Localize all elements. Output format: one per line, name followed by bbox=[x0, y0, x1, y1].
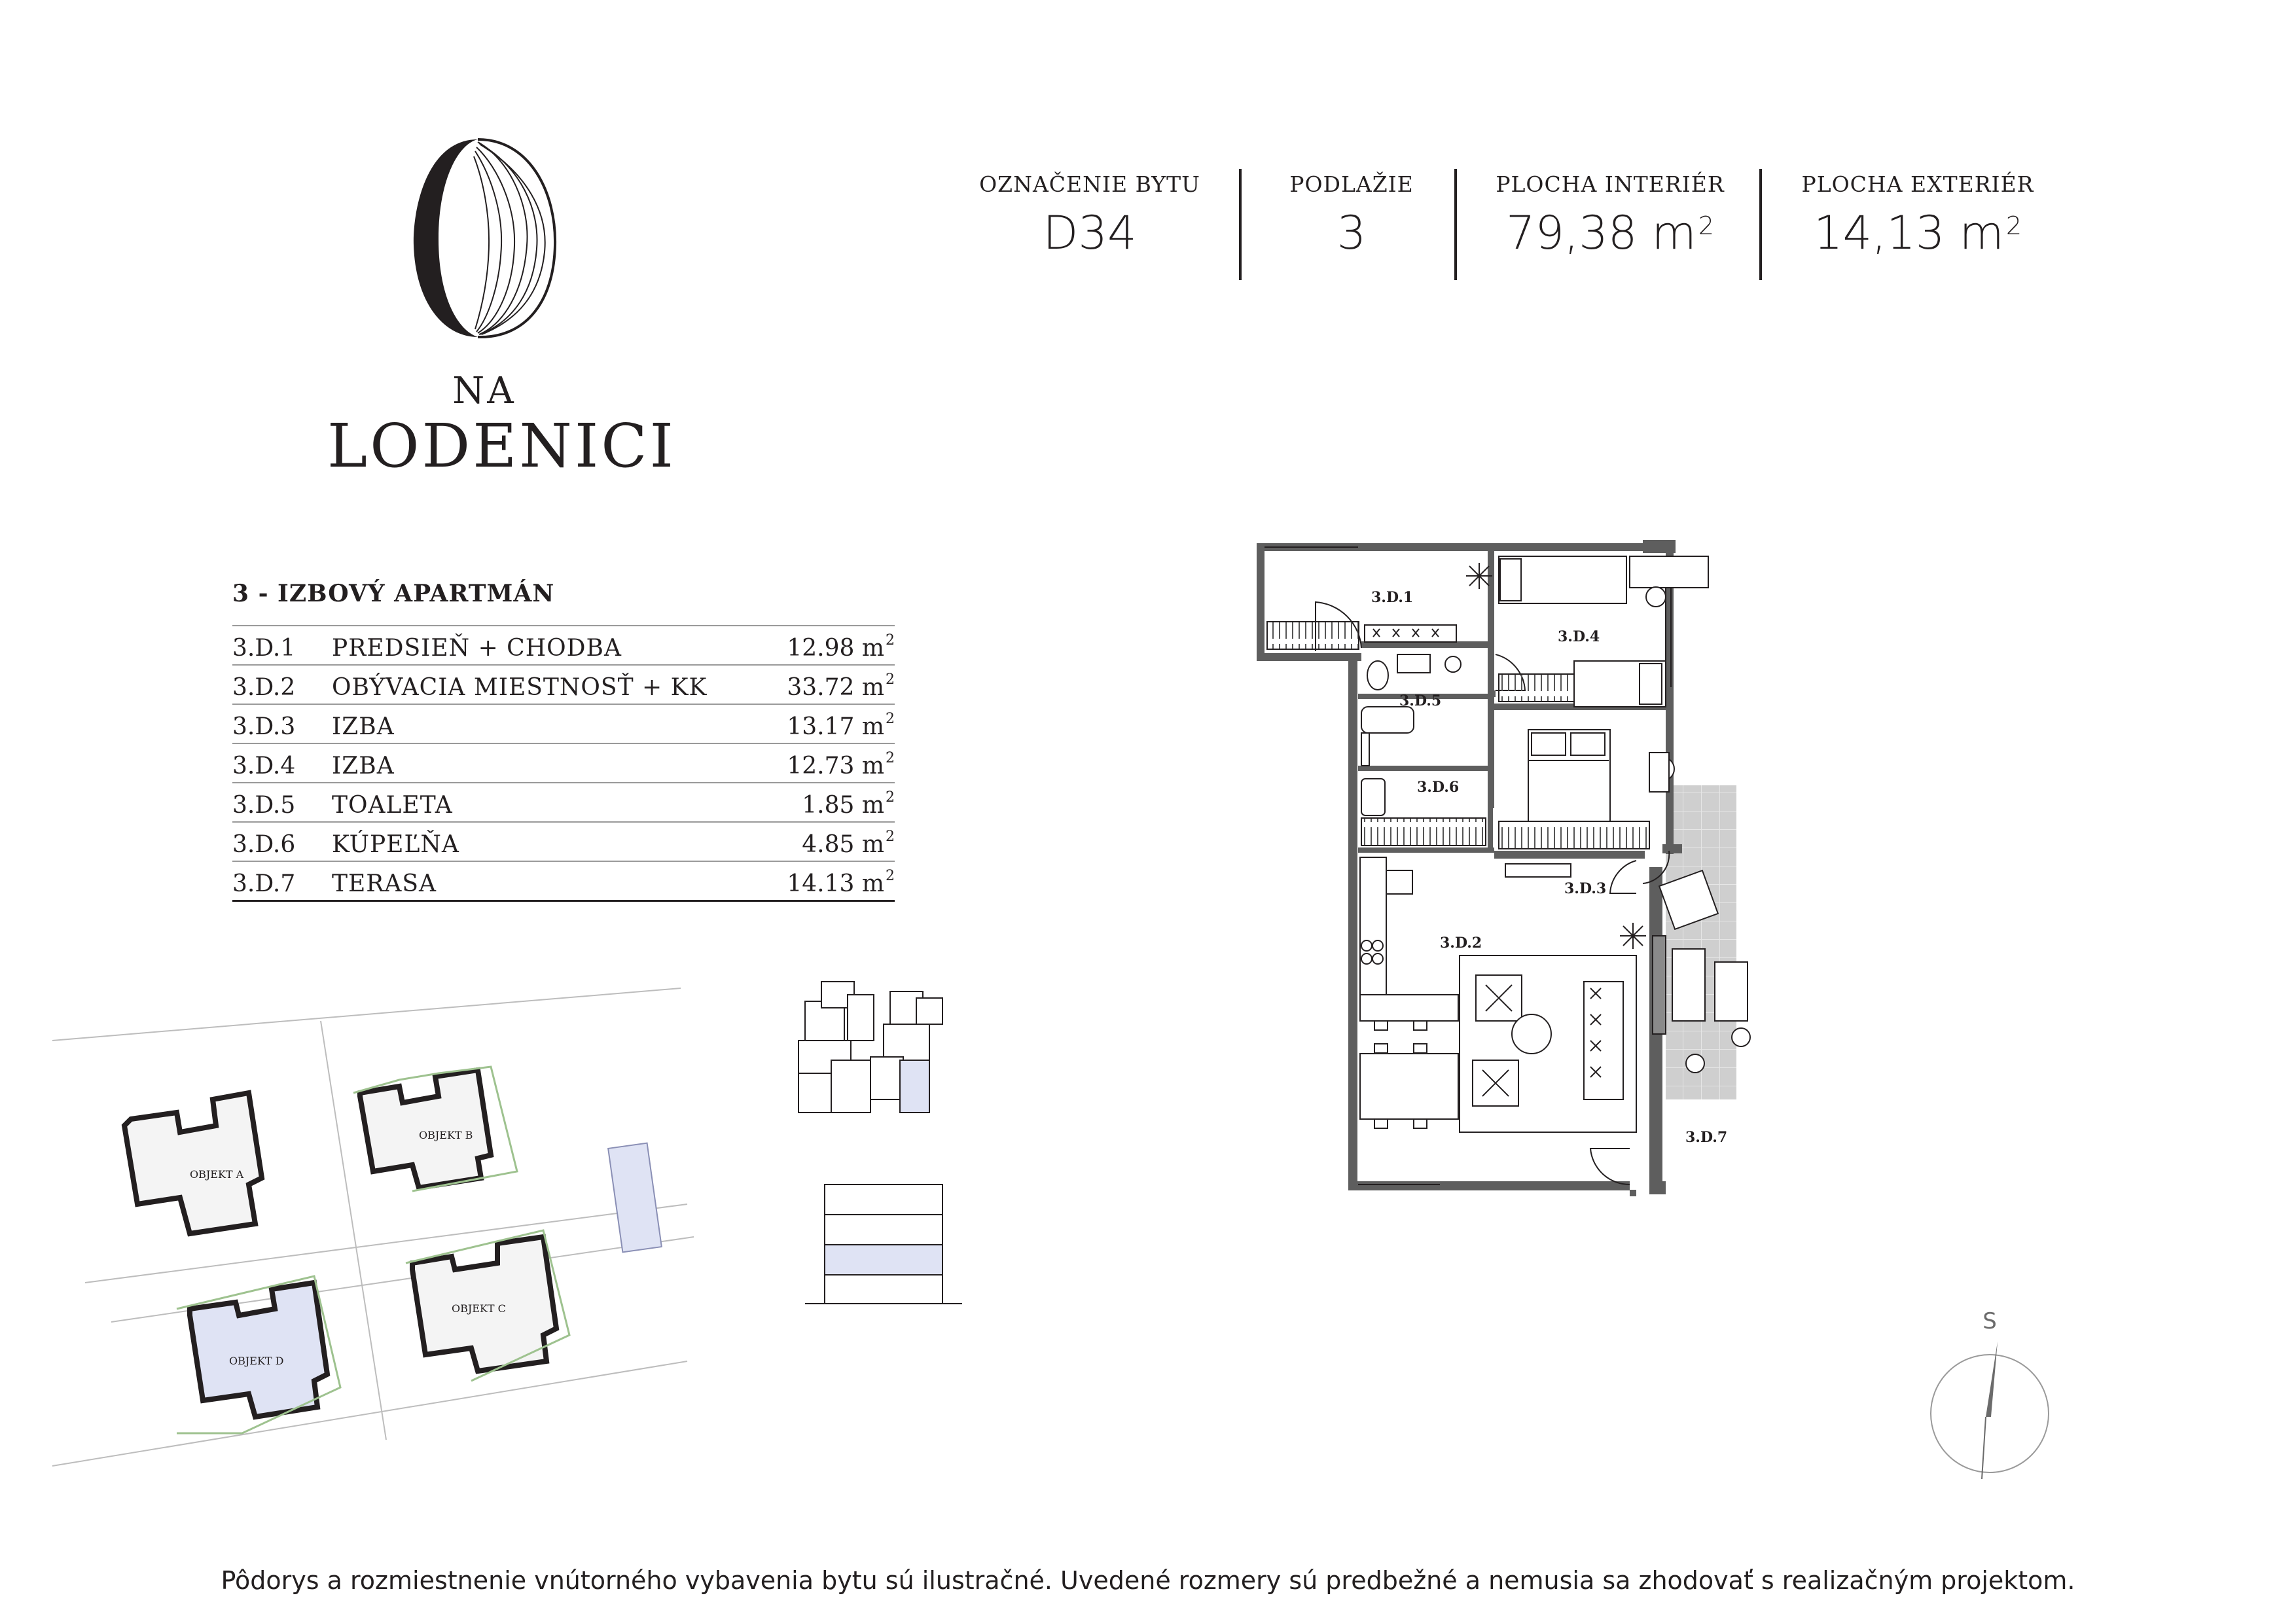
stat-value: 79,38 $m^2$ bbox=[1505, 206, 1715, 260]
compass bbox=[1918, 1302, 2062, 1486]
stat-value: 14,13 $m^2$ bbox=[1813, 206, 2022, 260]
room-area: 33.72 $m^2$ bbox=[787, 671, 895, 701]
label-3d2: 3.D.2 bbox=[1440, 935, 1482, 952]
divider bbox=[1239, 169, 1242, 280]
label-3d6: 3.D.6 bbox=[1417, 779, 1460, 796]
stat-label: OZNAČENIE BYTU bbox=[979, 171, 1200, 197]
compass-needle-icon bbox=[1986, 1342, 1998, 1417]
objekt-c-label: OBJEKT C bbox=[452, 1302, 506, 1315]
stat-label: PODLAŽIE bbox=[1289, 171, 1414, 197]
terrace-area-upper bbox=[1679, 785, 1736, 851]
room-code: 3.D.4 bbox=[232, 753, 296, 779]
stat-label: PLOCHA INTERIÉR bbox=[1496, 171, 1725, 197]
room-name: OBÝVACIA MIESTNOSŤ + KK bbox=[332, 674, 708, 701]
objekt-b-label: OBJEKT B bbox=[419, 1129, 473, 1141]
key-plan bbox=[785, 975, 982, 1315]
building-objekt-b bbox=[353, 1067, 517, 1191]
label-3d4: 3.D.4 bbox=[1558, 628, 1600, 645]
room-code: 3.D.5 bbox=[232, 792, 296, 819]
table-row bbox=[232, 625, 895, 664]
divider bbox=[1454, 169, 1457, 280]
brand-prefix: NA bbox=[452, 370, 516, 412]
room-area: 14.13 $m^2$ bbox=[787, 868, 895, 897]
room-area: 1.85 $m^2$ bbox=[802, 789, 895, 819]
table-row bbox=[232, 861, 895, 902]
kitchen bbox=[1360, 857, 1458, 1128]
table-row bbox=[232, 704, 895, 743]
room-area: 13.17 $m^2$ bbox=[787, 711, 895, 740]
divider bbox=[1759, 169, 1762, 280]
table-row bbox=[232, 821, 895, 861]
disclaimer: Pôdorys a rozmiestnenie vnútorného vybavenia bytu sú ilustračné. Uvedené rozmery sú predbežné a nemusia sa zhodovať s realizačným projektom. bbox=[221, 1566, 2075, 1595]
room-table bbox=[232, 625, 895, 902]
room-name: IZBA bbox=[332, 753, 395, 779]
label-3d3: 3.D.3 bbox=[1564, 880, 1607, 897]
living-furniture bbox=[1460, 864, 1666, 1132]
compass-label: S bbox=[1982, 1308, 1997, 1334]
room-name: TERASA bbox=[332, 870, 437, 897]
room-name: IZBA bbox=[332, 713, 395, 740]
room-name: KÚPEĽŇA bbox=[332, 831, 459, 858]
stat-floor bbox=[1270, 171, 1433, 260]
room-name: PREDSIEŇ + CHODBA bbox=[332, 635, 622, 662]
building-objekt-c bbox=[406, 1230, 569, 1381]
label-3d1: 3.D.1 bbox=[1371, 589, 1414, 606]
room-code: 3.D.6 bbox=[232, 831, 296, 858]
stat-interior-area bbox=[1479, 171, 1741, 260]
pavilion bbox=[608, 1143, 662, 1253]
logo-o-mark-icon bbox=[399, 134, 569, 344]
site-paths bbox=[52, 988, 694, 1466]
room-area: 12.98 $m^2$ bbox=[787, 632, 895, 662]
room-code: 3.D.1 bbox=[232, 635, 296, 662]
stat-label: PLOCHA EXTERIÉR bbox=[1801, 171, 2034, 197]
building-objekt-a bbox=[124, 1093, 262, 1234]
stat-value: D34 bbox=[1043, 206, 1137, 260]
stat-exterior-area bbox=[1787, 171, 2049, 260]
site-plan bbox=[46, 982, 713, 1492]
building-objekt-d bbox=[177, 1276, 340, 1433]
room-area: 4.85 $m^2$ bbox=[802, 829, 895, 858]
label-3d5: 3.D.5 bbox=[1399, 692, 1442, 709]
objekt-d-label: OBJEKT D bbox=[229, 1355, 284, 1367]
building-section bbox=[805, 1185, 962, 1304]
objekt-a-label: OBJEKT A bbox=[190, 1168, 244, 1181]
cabinet bbox=[1365, 625, 1456, 642]
table-row bbox=[232, 664, 895, 704]
room-code: 3.D.3 bbox=[232, 713, 296, 740]
apartment-title: 3 - IZBOVÝ APARTMÁN bbox=[232, 580, 555, 607]
brand-name: LODENICI bbox=[327, 411, 677, 481]
label-3d7: 3.D.7 bbox=[1685, 1129, 1728, 1146]
room-area: 12.73 $m^2$ bbox=[787, 750, 895, 779]
room-code: 3.D.2 bbox=[232, 674, 296, 701]
floor-plan bbox=[1244, 537, 1806, 1230]
room-name: TOALETA bbox=[332, 792, 453, 819]
stat-value: 3 bbox=[1336, 206, 1367, 260]
table-row bbox=[232, 782, 895, 821]
room-code: 3.D.7 bbox=[232, 870, 296, 897]
table-row bbox=[232, 743, 895, 782]
stat-apartment-id bbox=[975, 171, 1204, 260]
